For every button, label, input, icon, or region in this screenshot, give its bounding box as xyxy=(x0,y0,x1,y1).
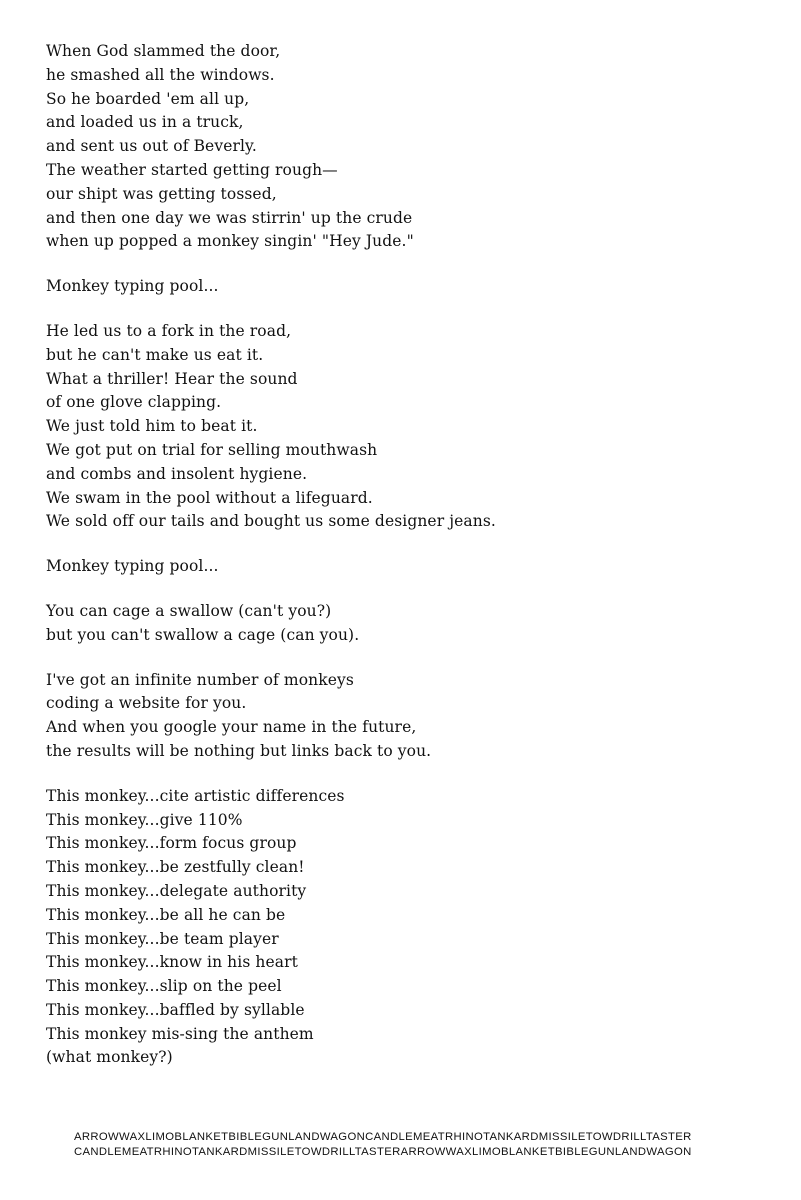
poem-line: and sent us out of Beverly. xyxy=(46,137,257,156)
poem-line: This monkey...delegate authority xyxy=(46,881,307,900)
poem-line: but he can't make us eat it. xyxy=(46,345,264,364)
poem-line: This monkey...be zestfully clean! xyxy=(46,858,305,877)
poem-line: of one glove clapping. xyxy=(46,393,222,412)
poem-line: Monkey typing pool... xyxy=(46,557,219,576)
poem-line: We just told him to beat it. xyxy=(46,417,258,436)
poem-line: We sold off our tails and bought us some designer jeans. xyxy=(46,512,496,531)
footer-word-strings xyxy=(74,1130,774,1159)
stanza xyxy=(46,40,766,254)
poem-line: (what monkey?) xyxy=(46,1048,173,1067)
poem-line: and then one day we was stirrin' up the crude xyxy=(46,208,413,227)
poem-line: You can cage a swallow (can't you?) xyxy=(46,601,332,620)
poem-line: I've got an infinite number of monkeys xyxy=(46,670,354,689)
poem-line: and loaded us in a truck, xyxy=(46,113,244,132)
poem-line: coding a website for you. xyxy=(46,694,247,713)
poem-line: This monkey mis-sing the anthem xyxy=(46,1024,314,1043)
poem-page xyxy=(46,40,766,1091)
poem-line: This monkey...know in his heart xyxy=(46,953,298,972)
poem-line: Monkey typing pool... xyxy=(46,277,219,296)
poem-line: The weather started getting rough— xyxy=(46,160,338,179)
poem-line: And when you google your name in the future, xyxy=(46,718,417,737)
poem-line: This monkey...be all he can be xyxy=(46,905,286,924)
poem-line: he smashed all the windows. xyxy=(46,65,275,84)
poem-line: When God slammed the door, xyxy=(46,42,281,60)
poem-line: This monkey...form focus group xyxy=(46,834,297,853)
poem-line: This monkey...cite artistic differences xyxy=(46,786,345,805)
poem-line: We swam in the pool without a lifeguard. xyxy=(46,488,373,507)
stanza xyxy=(46,785,766,1071)
poem-line: and combs and insolent hygiene. xyxy=(46,464,308,483)
poem-body xyxy=(46,40,766,1070)
poem-line: This monkey...be team player xyxy=(46,929,279,948)
poem-line: This monkey...slip on the peel xyxy=(46,977,282,996)
poem-line: This monkey...baffled by syllable xyxy=(46,1000,305,1019)
footer-line-1: ARROWWAXLIMOBLANKETBIBLEGUNLANDWAGONCANDLEMEATRHINOTANKARDMISSILETOWDRILLTASTER xyxy=(74,1131,692,1143)
poem-line: What a thriller! Hear the sound xyxy=(46,369,298,388)
poem-line: We got put on trial for selling mouthwash xyxy=(46,440,378,459)
stanza xyxy=(46,555,766,579)
poem-line: He led us to a fork in the road, xyxy=(46,321,292,340)
poem-line: This monkey...give 110% xyxy=(46,810,243,829)
stanza xyxy=(46,275,766,299)
poem-line: but you can't swallow a cage (can you). xyxy=(46,625,360,644)
stanza xyxy=(46,600,766,648)
footer-line-2: CANDLEMEATRHINOTANKARDMISSILETOWDRILLTASTERARROWWAXLIMOBLANKETBIBLEGUNLANDWAGON xyxy=(74,1145,692,1158)
stanza xyxy=(46,669,766,764)
poem-line: So he boarded 'em all up, xyxy=(46,89,250,108)
poem-line: when up popped a monkey singin' "Hey Jude." xyxy=(46,232,414,251)
poem-line: our shipt was getting tossed, xyxy=(46,184,277,203)
stanza xyxy=(46,320,766,534)
poem-line: the results will be nothing but links back to you. xyxy=(46,741,432,760)
